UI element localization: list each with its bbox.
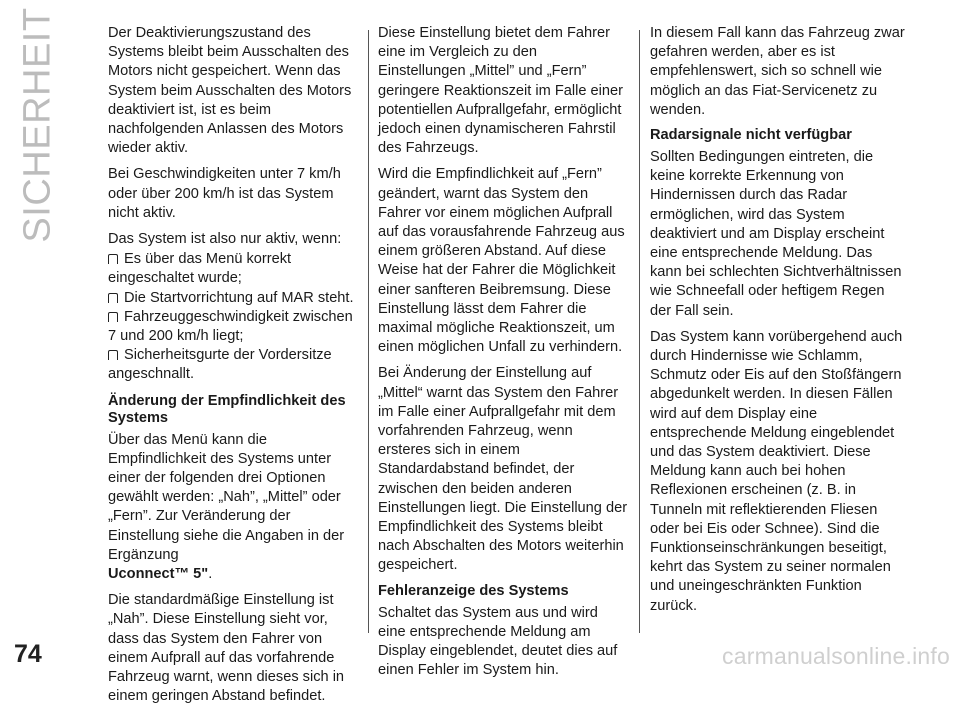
section-title-text: SICHERHEIT <box>16 7 59 243</box>
column-divider <box>368 30 369 633</box>
paragraph: Diese Einstellung bietet dem Fahrer eine im Vergleich zu den Einstellungen „Mittel” und „Fern” geringere Reaktionszeit im Falle einer potentiellen Aufprallgefahr, ermöglicht jedoch einen dynamischeren Fahrstil des Fahrzeugs. <box>378 25 623 157</box>
paragraph: Wird die Empfindlichkeit auf „Fern” geändert, warnt das System den Fahrer vor einem möglichen Aufprall auf das vorausfahrende Fahrzeug aus einem größeren Abstand. Auf diese Weise hat der Fahrer die Möglichkeit einer sanfteren Beibremsung. Diese Einstellung lässt dem Fahrer die maximal mögliche Reaktionszeit, um einen möglichen Unfall zu verhindern. <box>378 166 625 356</box>
column-divider <box>639 30 640 633</box>
paragraph: Bei Änderung der Einstellung auf „Mittel“ warnt das System den Fahrer im Falle einer Aufprallgefahr mit dem vorfahrenden Fahrzeug, wenn ersteres sich in einem Standardabstand befindet, der zwischen den beiden anderen Einstellungen liegt. Die Einstellung der Empfindlichkeit des Systems bleibt nach Abschalten des Motors weiterhin gespeichert. <box>378 365 628 574</box>
list-item: Fahrzeuggeschwindigkeit zwischen 7 und 200 km/h liegt; <box>108 308 353 345</box>
paragraph: Das System ist also nur aktiv, wenn: <box>108 231 342 248</box>
paragraph: Bei Geschwindigkeiten unter 7 km/h oder über 200 km/h ist das System nicht aktiv. <box>108 166 341 221</box>
bullet-icon <box>108 254 118 264</box>
list-item: Die Startvorrichtung auf MAR steht. <box>108 289 356 308</box>
page-number: 74 <box>14 640 42 668</box>
section-heading: Radarsignale nicht verfügbar <box>650 127 852 144</box>
paragraph: Sollten Bedingungen eintreten, die keine korrekte Erkennung von Hindernissen durch das Radar ermöglichen, wird das System deaktiviert und am Display erscheint eine entsprechende Meldung. Das kann bei schlechten Sichtverhältnissen wie Schneefall oder heftigem Regen der Fall sein. <box>650 149 902 319</box>
paragraph: In diesem Fall kann das Fahrzeug zwar gefahren werden, aber es ist empfehlenswert, sich so schnell wie möglich an das Fiat-Servicenetz zu wenden. <box>650 25 905 118</box>
list-item: Sicherheitsgurte der Vordersitze angeschnallt. <box>108 347 332 383</box>
watermark: carmanualsonline.info <box>722 643 950 669</box>
paragraph: Die standardmäßige Einstellung ist „Nah”. Diese Einstellung sieht vor, dass das System den Fahrer von einem Aufprall auf das vorfahrende Fahrzeug warnt, wenn dieses sich in einem geringen Abstand befindet. <box>108 592 345 705</box>
condition-list <box>108 250 356 384</box>
section-heading: Fehleranzeige des Systems <box>378 582 569 599</box>
bullet-icon <box>108 293 118 303</box>
bullet-icon <box>108 350 118 360</box>
column-2 <box>378 24 628 688</box>
bullet-icon <box>108 312 118 322</box>
paragraph: Über das Menü kann die Empfindlichkeit des Systems unter einer der folgenden drei Optionen gewählt werden: „Nah”, „Mittel” oder „Fern”. Zur Veränderung der Einstellung siehe die Angaben in der Ergänzung Uconnect™ 5". <box>108 431 345 583</box>
product-name: Uconnect™ 5" <box>108 566 209 583</box>
column-3 <box>650 24 905 623</box>
section-heading: Änderung der Empfindlichkeit des Systems <box>108 392 346 426</box>
column-1 <box>108 24 356 714</box>
section-title <box>12 0 64 243</box>
paragraph: Schaltet das System aus und wird eine entsprechende Meldung am Display eingeblendet, deutet dies auf einen Fehler im System hin. <box>378 604 618 679</box>
paragraph: Der Deaktivierungszustand des Systems bleibt beim Ausschalten des Motors nicht gespeichert. Wenn das System beim Ausschalten des Motors deaktiviert ist, ist es beim nachfolgenden Anlassen des Motors wieder aktiv. <box>108 25 352 157</box>
list-item: Es über das Menü korrekt eingeschaltet wurde; <box>108 251 292 287</box>
paragraph: Das System kann vorübergehend auch durch Hindernisse wie Schlamm, Schmutz oder Eis auf den Stoßfängern abgedunkelt werden. In diesen Fällen wird auf dem Display eine entsprechende Meldung eingeblendet und das System deaktiviert. Diese Meldung kann auch bei hohen Reflexionen erscheinen (z. B. in Tunneln mit reflektierenden Fliesen oder bei Eis oder Schnee). Sind die Funktionseinschränkungen beseitigt, kehrt das System zu seiner normalen und uneingeschränkten Funktion zurück. <box>650 328 903 614</box>
